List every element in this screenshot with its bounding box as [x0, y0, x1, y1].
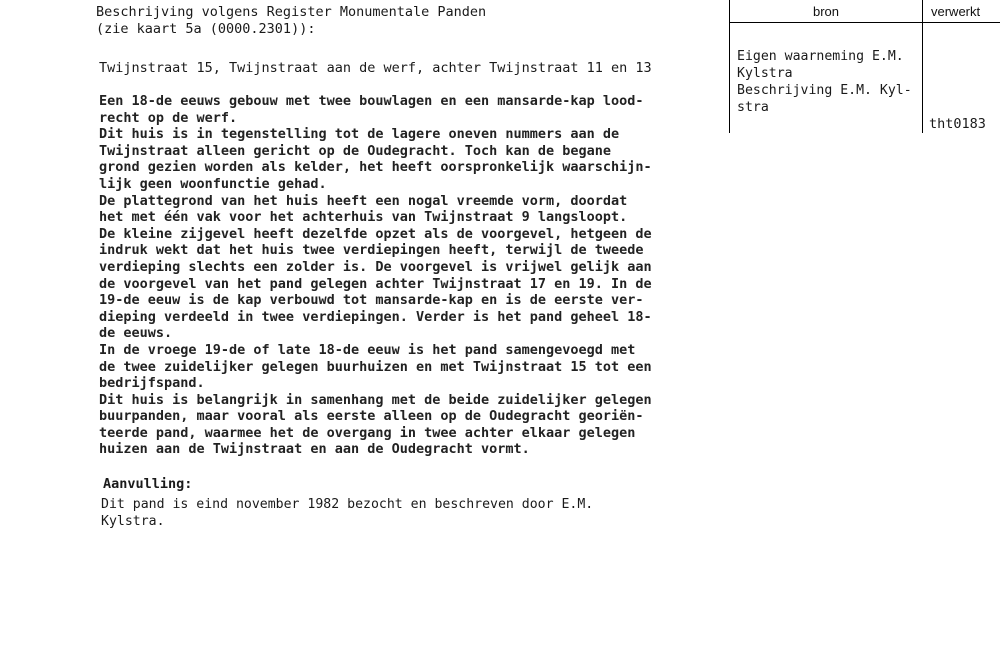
description-line: indruk wekt dat het huis twee verdiepingen heeft, terwijl de tweede: [99, 242, 644, 259]
bron-line: stra: [737, 100, 769, 115]
description-line: huizen aan de Twijnstraat en aan de Oudegracht vormt.: [99, 441, 530, 458]
description-line: Dit huis is in tegenstelling tot de lagere oneven nummers aan de: [99, 126, 620, 143]
description-line: Een 18-de eeuws gebouw met twee bouwlagen en een mansarde-kap lood-: [99, 93, 644, 109]
description-line: De kleine zijgevel heeft dezelfde opzet als de voorgevel, hetgeen de: [99, 225, 652, 242]
aanvulling-line: Kylstra.: [101, 514, 165, 529]
header-line-2: (zie kaart 5a (0000.2301)):: [96, 21, 316, 37]
description-line: verdieping slechts een zolder is. De voorgevel is vrijwel gelijk aan: [99, 258, 652, 275]
description-line: teerde pand, waarmee het de overgang in twee achter elkaar gelegen: [99, 424, 636, 441]
description-line: de eeuws.: [99, 325, 173, 342]
verwerkt-cell: tht0183: [929, 116, 986, 132]
bron-line: Beschrijving E.M. Kyl-: [737, 83, 912, 98]
description-line: dieping verdeeld in twee verdiepingen. Verder is het pand geheel 18-: [99, 308, 652, 325]
description-line: de voorgevel van het pand gelegen achter Twijnstraat 17 en 19. In de: [99, 275, 652, 292]
bron-line: Eigen waarneming E.M.: [737, 49, 904, 64]
table-header-rule: [729, 22, 1000, 23]
description-line: buurpanden, maar vooral als eerste alleen op de Oudegracht georiën-: [99, 408, 644, 425]
description-line: De plattegrond van het huis heeft een nogal vreemde vorm, doordat: [99, 192, 628, 209]
description-line: de twee zuidelijker gelegen buurhuizen en met Twijnstraat 15 tot een: [99, 358, 652, 375]
bron-cell: [737, 48, 912, 116]
description-line: recht op de werf.: [99, 109, 238, 126]
description-line: lijk geen woonfunctie gehad.: [99, 175, 327, 192]
header-line-1: Beschrijving volgens Register Monumentale Panden: [96, 4, 487, 20]
bron-line: Kylstra: [737, 66, 793, 81]
description-line: Twijnstraat alleen gericht op de Oudegracht. Toch kan de begane: [99, 142, 612, 159]
document-header: [96, 4, 486, 38]
description-block: [99, 93, 679, 458]
description-line: Dit huis is belangrijk in samenhang met de beide zuidelijker gelegen: [99, 391, 652, 408]
description-line: bedrijfspand.: [99, 375, 205, 392]
address-line: Twijnstraat 15, Twijnstraat aan de werf, achter Twijnstraat 11 en 13: [99, 60, 652, 76]
aanvulling-title: Aanvulling:: [103, 476, 193, 492]
table-column-divider: [922, 0, 923, 133]
description-line: grond gezien worden als kelder, het heeft oorspronkelijk waarschijn-: [99, 159, 652, 176]
aanvulling-line: Dit pand is eind november 1982 bezocht en beschreven door E.M.: [101, 497, 594, 512]
description-line: 19-de eeuw is de kap verbouwd tot mansarde-kap en is de eerste ver-: [99, 292, 644, 309]
description-line: het met één vak voor het achterhuis van Twijnstraat 9 langsloopt.: [99, 209, 628, 226]
table-left-border: [729, 0, 730, 133]
description-line: In de vroege 19-de of late 18-de eeuw is het pand samengevoegd met: [99, 341, 636, 358]
aanvulling-text: [101, 496, 593, 530]
col-header-bron: bron: [813, 4, 840, 19]
col-header-verwerkt: verwerkt: [931, 4, 981, 19]
